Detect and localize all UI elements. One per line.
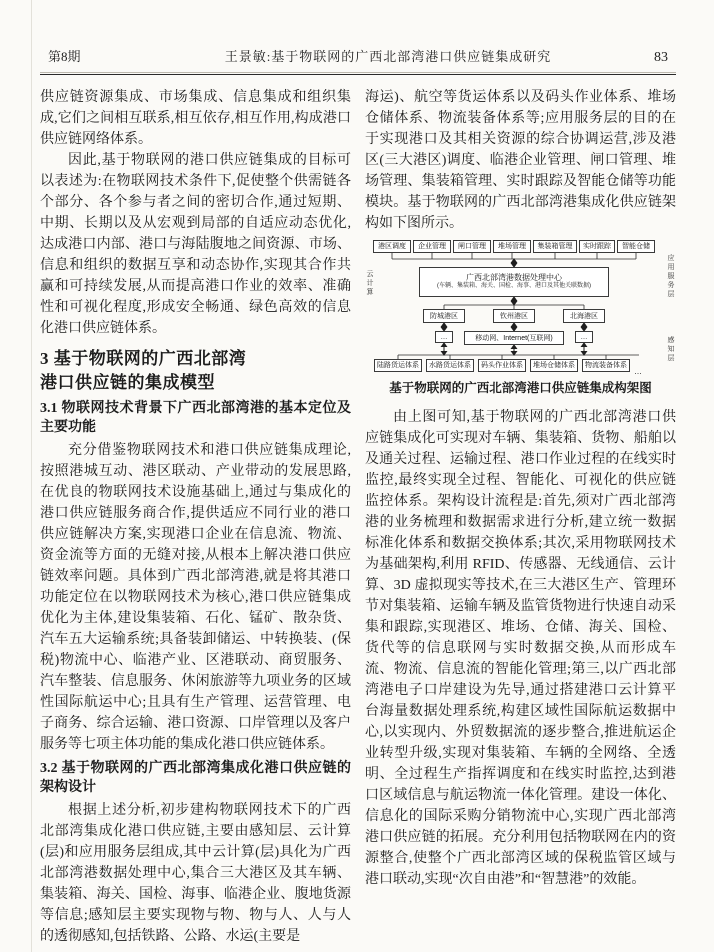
paragraph: 因此,基于物联网的港口供应链集成的目标可以表述为:在物联网技术条件下,促使整个供需链各个部分、各个参与者之间的密切合作,通过短期、中期、长期以及从宏观到局部的自适应动态优化,达成港口内部、港口与海陆腹地之间资源、市场、信息和组织的数据互享和动态协作,实现其合作共赢和可持续发展,从而提高港口作业的效率、准确性和可视化程度,形成安全畅通、绿色高效的信息化港口供应链体系。 [40, 153, 351, 336]
subsection-heading-3-2: 3.2 基于物联网的广西北部湾集成化港口供应链的架构设计 [40, 761, 351, 795]
section-heading-3 [40, 347, 351, 395]
running-title: 王景敏:基于物联网的广西北部湾港口供应链集成研究 [224, 49, 552, 64]
data-center-subtitle: (车辆、集装箱、海关、国检、海事、港口及其他关联数据) [437, 283, 591, 290]
section-heading-line2: 港口供应链的集成模型 [40, 373, 215, 392]
diagram-box-water-freight: 水路货运体系 [426, 359, 474, 372]
right-column [365, 87, 676, 947]
scan-artifact-line [31, 0, 32, 952]
page-header [40, 46, 676, 72]
diagram-box-yard-storage: 堆场仓储体系 [530, 359, 578, 372]
journal-issue: 第8期 [48, 49, 81, 64]
diagram-box-ellipsis-right: … [575, 331, 593, 343]
diagram-box-logistics-equipment: 物流装备体系 [582, 359, 630, 372]
diagram-box-gate-mgmt: 闸口管理 [453, 240, 491, 253]
diagram-box-realtime-tracking: 实时跟踪 [579, 240, 615, 253]
data-center-title: 广西北部湾港数据处理中心 [466, 273, 562, 283]
diagram-box-data-center [419, 267, 609, 297]
diagram-box-yard-mgmt: 堆场管理 [493, 240, 531, 253]
diagram-box-smart-warehouse: 智能仓储 [617, 240, 655, 253]
perception-layer-label: 感知层 [667, 336, 674, 363]
paragraph: 充分借鉴物联网技术和港口供应链集成理论,按照港城互动、港区联动、产业带动的发展思路,在优良的物联网技术设施基础上,通过与集成化的港口供应链服务商合作,提供适应不同行业的港口供应链解决方案,实现港口企业在信息流、物流、资金流等方面的无缝对接,从根本上解决港口供应链效率问题。具体到广西北部湾港,就是将其港口功能定位在以物联网技术为核心,港口供应链集成优化为主体,建设集装箱、石化、锰矿、散杂货、汽车五大运输系统;具备装卸储运、中转换装、(保税)物流中心、临港产业、区港联动、商贸服务、汽车整装、信息服务、休闲旅游等九项业务的区域性国际航运中心;且具有生产管理、运营管理、电子商务、综合运输、港口资源、口岸管理以及客户服务等七项主体功能的集成化港口供应链体系。 [40, 443, 351, 752]
paragraph: 根据上述分析,初步建构物联网技术下的广西北部湾集成化港口供应链,主要由感知层、云计算(层)和应用服务层组成,其中云计算(层)具化为广西北部湾港数据处理中心,集合三大港区及其车辆、集装箱、海关、国检、海事、临港企业、腹地货源等信息;感知层主要实现物与物、物与人、人与人的透彻感知,包括铁路、公路、水运(主要是 [40, 803, 351, 944]
paragraph: 海运)、航空等货运体系以及码头作业体系、堆场仓储体系、物流装备体系等;应用服务层的目的在于实现港口及其相关资源的综合协调运营,涉及港区(三大港区)调度、临港企业管理、闸口管理、堆场管理、集装箱管理、实时跟踪及智能仓储等功能模块。基于物联网的广西北部湾港集成化供应链架构如下图所示。 [365, 90, 676, 231]
diagram-box-beihai-port: 北海港区 [563, 309, 605, 323]
paragraph: 由上图可知,基于物联网的广西北部湾港口供应链集成化可实现对车辆、集装箱、货物、船舶以及通关过程、运输过程、港口作业过程的在线实时监控,最终实现全过程、智能化、可视化的供应链监控体系。架构设计流程是:首先,须对广西北部湾港的业务梳理和数据需求进行分析,建立统一数据标准化体系和数据交换体系;其次,采用物联网技术为基础架构,利用 RFID、传感器、无线通信、云计算、3D 虚拟现实等技术,在三大港区生产、管理环节对集装箱、运输车辆及监管货物进行快速自动采集和跟踪,实现港区、堆场、仓储、海关、国检、货代等的信息联网与实时数据交换,从而形成车流、物流、信息流的智能化管理;第三,以广西北部湾港电子口岸建设为先导,通过搭建港口云计算平台海量数据处理系统,构建区域性国际航运数据中心,以实现内、外贸数据流的逐步整合,推进航运企业转型升级,实现对集装箱、车辆的全网络、全透明、全过程生产指挥调度和在线实时监控,达到港口区域信息与航运物流一体化管理。建设一体化、信息化的国际采购分销物流中心,实现广西北部湾港口供应链的拓展。充分利用包括物联网在内的资源整合,使整个广西北部湾区域的保税监管区域与港口联动,实现“次自由港”和“智慧港”的效能。 [365, 410, 676, 887]
figure-caption: 基于物联网的广西北部湾港口供应链集成构架图 [389, 381, 652, 395]
diagram-box-dispatch: 港区调度 [373, 240, 411, 253]
diagram-box-container-mgmt: 集装箱管理 [533, 240, 577, 253]
diagram-box-enterprise-mgmt: 企业管理 [413, 240, 451, 253]
header-rule [40, 72, 676, 75]
application-layer-label: 应用服务层 [667, 254, 674, 299]
subsection-heading-3-1: 3.1 物联网技术背景下广西北部湾港的基本定位及主要功能 [40, 401, 351, 435]
bottom-row-ellipsis: … [634, 367, 642, 376]
diagram-box-qinzhou-port: 钦州港区 [493, 309, 535, 323]
cloud-layer-label: 云计算 [366, 270, 373, 297]
section-heading-line1: 3 基于物联网的广西北部湾 [40, 349, 247, 368]
two-column-body [40, 87, 676, 947]
diagram-box-network: 移动网、Internet(互联网) [464, 331, 564, 345]
diagram-box-fangcheng-port: 防城港区 [423, 309, 465, 323]
diagram-box-land-freight: 陆路货运体系 [374, 359, 422, 372]
page-number: 83 [654, 50, 668, 65]
paragraph: 供应链资源集成、市场集成、信息集成和组织集成,它们之间相互联系,相互依存,相互作用,构成港口供应链网络体系。 [40, 90, 351, 147]
diagram-box-terminal-ops: 码头作业体系 [478, 359, 526, 372]
left-column [40, 87, 351, 947]
diagram-box-ellipsis-left: … [435, 331, 453, 343]
architecture-diagram [357, 240, 673, 376]
diagram-connectors [357, 240, 673, 376]
paper-page [40, 46, 676, 947]
